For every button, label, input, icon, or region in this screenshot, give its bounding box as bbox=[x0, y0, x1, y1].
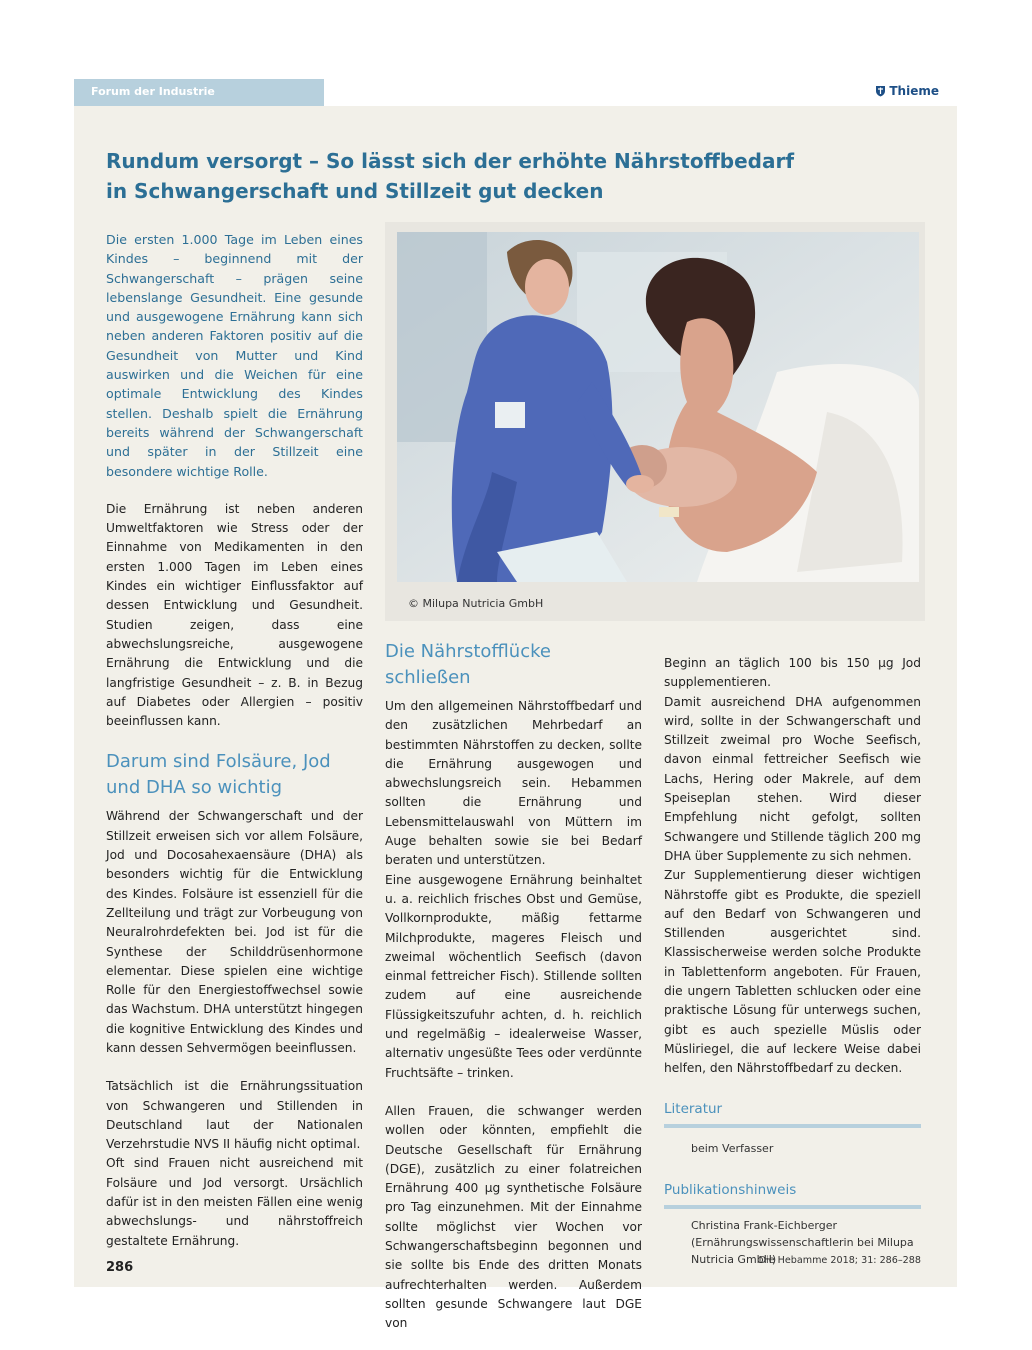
page-number: 286 bbox=[106, 1260, 134, 1275]
column-2 bbox=[385, 639, 642, 1334]
section-paragraph: Tatsächlich ist die Ernährungssituation von Schwangeren und Stillenden in Deutschland laut der Nationalen Verzehrstudie NVS II häufig nicht optimal. bbox=[106, 1079, 363, 1152]
column-1 bbox=[106, 230, 363, 1251]
section-paragraph: Zur Supplementierung dieser wichtigen Nährstoffe gibt es Produkte, die speziell auf den Bedarf von Schwangeren und Stillenden ausgerichtet sind. Klassischerweise werden solche Produkte in Tablettenform angeboten. Für Frauen, die ungern Tabletten schlucken oder eine praktische Lösung für unterwegs suchen, gibt es auch spezielle Müslis oder Müsliriegel, die auf leckere Weise dabei helfen, den Nährstoffbedarf zu decken. bbox=[664, 868, 921, 1076]
section-paragraph: Oft sind Frauen nicht ausreichend mit Folsäure und Jod versorgt. Ursächlich dafür ist in den meisten Fällen eine wenig abwechslungs- und nährstoffreich gestaltete Ernährung. bbox=[106, 1156, 363, 1248]
lead-paragraph: Die ersten 1.000 Tage im Leben eines Kindes – beginnend mit der Schwangerschaft – prägen seine lebenslange Gesundheit. Eine gesunde und ausgewogene Ernährung kann sich neben anderen Faktoren positiv auf die Gesundheit von Mutter und Kind auswirken und die Weichen für eine optimale Entwicklung des Kindes stellen. Deshalb spielt die Ernährung bereits während der Schwangerschaft und später in der Stillzeit eine besondere wichtige Rolle. bbox=[106, 232, 363, 479]
section-paragraph: Während der Schwangerschaft und der Stillzeit erweisen sich vor allem Folsäure, Jod und Docosahexaensäure (DHA) als besonders wichtig für die Entwicklung des Kindes. Folsäure ist essenziell für die Zellteilung und trägt zur Vorbeugung von Neuralrohrdefekten bei. Jod ist für die Synthese der Schilddrüsenhormone elementar. Diese spielen eine wichtige Rolle für den Energiestoffwechsel sowie das Wachstum. DHA unterstützt hingegen die kognitive Entwicklung des Kindes und kann dessen Sehvermögen beeinflussen. bbox=[106, 809, 363, 1055]
photo-caption: © Milupa Nutricia GmbH bbox=[408, 597, 544, 610]
journal-citation: Die Hebamme 2018; 31: 286–288 bbox=[758, 1255, 921, 1266]
article-title bbox=[106, 146, 866, 206]
photo-figure bbox=[385, 222, 925, 621]
section-tag: Forum der Industrie bbox=[74, 79, 324, 106]
title-line-1: Rundum versorgt – So lässt sich der erhöhte Nährstoffbedarf bbox=[106, 149, 795, 173]
publication-text: Christina Frank-Eichberger (Ernährungswissenschaftlerin bei Milupa Nutricia GmbH) bbox=[691, 1218, 914, 1266]
crest-icon bbox=[875, 85, 886, 97]
publisher-logo bbox=[875, 84, 939, 98]
publication-heading: Publikationshinweis bbox=[664, 1181, 797, 1198]
section-paragraph: Beginn an täglich 100 bis 150 µg Jod supplementieren. bbox=[664, 656, 921, 690]
literature-text: beim Verfasser bbox=[691, 1141, 774, 1155]
title-line-2: in Schwangerschaft und Stillzeit gut decken bbox=[106, 179, 604, 203]
section-heading-gap: Die Nährstofflücke schließen bbox=[385, 641, 551, 688]
section-paragraph: Allen Frauen, die schwanger werden wollen oder könnten, empfiehlt die Deutsche Gesellschaft für Ernährung (DGE), zusätzlich zu einer folatreichen Ernährung 400 µg synthetische Folsäure pro Tag einzunehmen. Mit der Einnahme sollte möglichst vier Wochen vor Schwangerschaftsbeginn begonnen und sie sollte bis Ende des dritten Monats aufrechterhalten werden. Außerdem sollten gesunde Schwangere laut DGE von bbox=[385, 1103, 642, 1331]
literature-heading: Literatur bbox=[664, 1100, 723, 1117]
header-bar bbox=[74, 79, 957, 106]
section-paragraph: Um den allgemeinen Nährstoffbedarf und den zusätzlichen Mehrbedarf an bestimmten Nährstoffen zu decken, sollte die Ernährung ausgewogen und abwechslungsreich sein. Hebammen sollten die Ernährung und Lebensmittelauswahl von Müttern im Auge behalten sowie sie bei Bedarf beraten und unterstützen. bbox=[385, 699, 642, 868]
article-page bbox=[74, 79, 957, 1331]
column-3 bbox=[664, 654, 921, 1268]
midwife-breastfeeding-photo bbox=[397, 232, 919, 582]
logo-text: Thieme bbox=[889, 84, 939, 98]
section-paragraph: Damit ausreichend DHA aufgenommen wird, sollte in der Schwangerschaft und Stillzeit zweimal pro Woche Seefisch, davon einmal fettreicher Seefisch wie Lachs, Hering oder Makrele, auf dem Speiseplan stehen. Wird dieser Empfehlung nicht gefolgt, sollten Schwangere und Stillende täglich 200 mg DHA über Supplemente zu sich nehmen. bbox=[664, 694, 921, 863]
section-heading-nutrients: Darum sind Folsäure, Jod und DHA so wichtig bbox=[106, 751, 331, 799]
section-paragraph: Eine ausgewogene Ernährung beinhaltet u. a. reichlich frisches Obst und Gemüse, Vollkornprodukte, mäßig fettarme Milchprodukte, mageres Fleisch und zweimal wöchentlich Seefisch (davon einmal fettreicher Fisch). Stillende sollten zudem auf eine ausreichende Flüssigkeitszufuhr achten, d. h. reichlich und regelmäßig – idealerweise Wasser, alternativ ungesüßte Tees oder verdünnte Fruchtsäfte – trinken. bbox=[385, 872, 642, 1080]
intro-paragraph: Die Ernährung ist neben anderen Umweltfaktoren wie Stress oder der Einnahme von Medikamenten in den ersten 1.000 Tagen im Leben eines Kindes ein wichtiger Einflussfaktor auf dessen Entwicklung und Gesundheit. Studien zeigen, dass eine abwechslungsreiche, ausgewogene Ernährung die Entwicklung und die langfristige Gesundheit – z. B. in Bezug auf Diabetes oder Allergien – positiv beeinflussen kann. bbox=[106, 501, 363, 729]
